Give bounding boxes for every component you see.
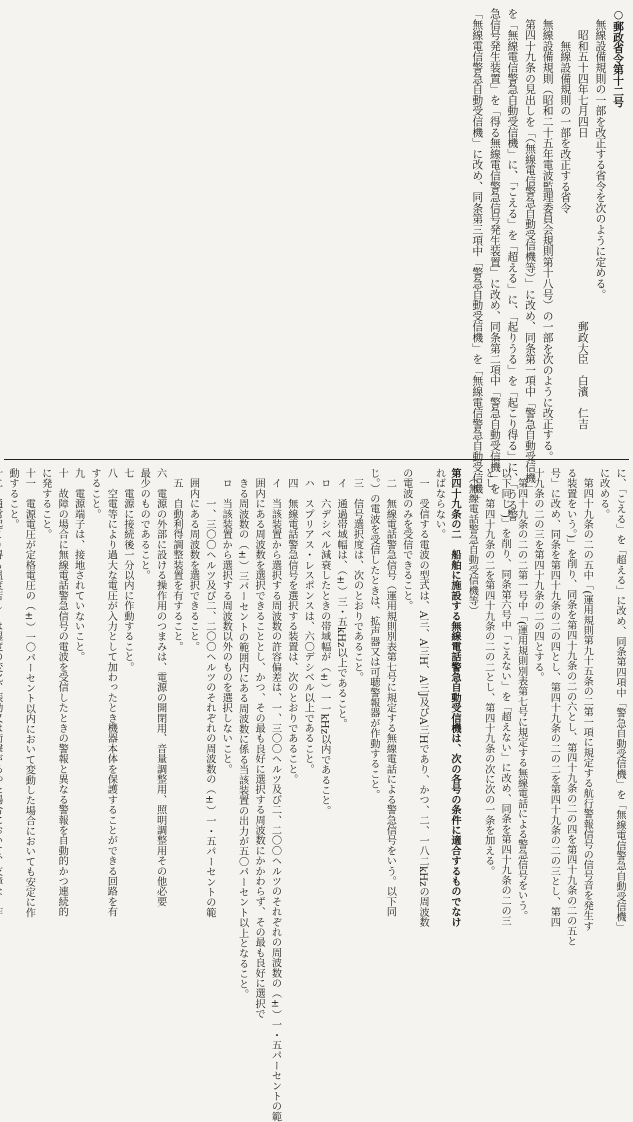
bottom-text-line: イ 当該装置から選択する周波数の許容偏差は、一、三〇〇ヘルツ及び二、二〇〇ヘルツのそれぞれの周波数の（±）一・五パーセントの範 [269, 468, 281, 1122]
bottom-text-line: 第四十九条の二の二第一号中「(運用規則別表第七号に規定する無線電話による警急信号をいう。 [515, 468, 527, 921]
bottom-text-line: 五 自動利得調整装置を有すること。 [171, 468, 183, 652]
bottom-text-line: すること。 [89, 468, 100, 519]
bottom-text-line: 囲内にある周波数を選択できること。 [187, 468, 199, 652]
bottom-text-line: 号」に改め、同条を第四十九条の二の四とし、第四十九条の二の二を第四十九条の二の三とし、第四 [548, 468, 560, 927]
bottom-text-line: 動すること。 [6, 468, 18, 530]
bottom-text-line: ればならない。 [433, 468, 445, 540]
bottom-text-line: 以下同じ。)」を削り、同条第六号中「こえない」を「超えない」に改め、同条を第四十九条の二の三 [499, 468, 511, 926]
bottom-text-line: （無線電話警急自動受信機等） [466, 468, 478, 616]
top-text-line: を「無線電信警急自動受信機」に、「こえる」を「超える」に、「起りうる」を「起こり得る」に、「うる警 [506, 8, 520, 521]
top-text-line: 昭和五十四年七月四日 郵政大臣 白濱 仁吉 [576, 8, 590, 430]
bottom-text-line: 囲内にある周波数を選択できることとし、かつ、その最も良好に選択する周波数にかかわらず、その最も良好に選択で [253, 468, 265, 1019]
bottom-text-line: ハ スプリアス・レスポンスは、六〇デシベル以上であること。 [302, 468, 314, 774]
bottom-text-line: に、「こえる」を「超える」に改め、同条第四項中「警急自動受信機」を「無線電信警急自動受信機」 [614, 468, 625, 933]
top-text-line: 無線設備規則の一部を改正する省令を次のように定める。 [594, 8, 608, 300]
bottom-text-line: 第四十九条の二の五中「(運用規則第九十五条の二第一項に規定する航行警報信号の信号音を発生す [581, 468, 593, 931]
bottom-text-line: 最少のものであること。 [138, 468, 150, 581]
bottom-text-line: 三 信号選択度は、次のとおりであること。 [351, 468, 363, 683]
bottom-text-line: 二 無線電話警急信号（運用規則別表第七号に規定する無線電話による警急信号をいう。以下同 [384, 468, 396, 917]
bottom-text-line: 十 故障の場合に無線電話警急信号の電波を受信したときの警報と異なる警報を自動的かつ連続的 [56, 468, 68, 917]
bottom-text-line: の電波のみを受信できること。 [400, 468, 412, 611]
top-text-line: 第四十九条の見出しを「（無線電信警急自動受信機等）」に改め、同条第一項中「警急自動受信機」 [524, 8, 538, 494]
top-text-line: ○郵政省令第十二号 [612, 8, 625, 108]
bottom-text-line: に改める。 [597, 468, 609, 519]
section-divider [4, 459, 629, 460]
bottom-text-line: イ 通過帯域幅は、（±）三・五kHz以上であること。 [335, 468, 347, 729]
bottom-text-line: 四 無線電話警急信号を選択する装置は、次のとおりであること。 [285, 468, 297, 785]
bottom-text-line: 九 電源端子は、接地されていないこと。 [72, 468, 84, 662]
bottom-text-line: 十九条の二の三を第四十九条の二の四とする。 [531, 468, 543, 683]
bottom-text-line: じ。）の電波を受信したときは、拡声器又は可聴警報器が作動すること。 [367, 468, 379, 800]
top-text-line: 無線設備規則の一部を改正する省令 [559, 8, 573, 214]
bottom-text-line: きる周波数の（±）三パーセントの範囲内にある周波数に係る当該装置の出力が五〇パーセント以上となること。 [236, 468, 248, 1000]
bottom-text-line: 八 空電等により過大な電圧が入力として加わったとき機器本体を保護することができる回路を有 [105, 468, 117, 917]
bottom-text-line: 一、三〇〇ヘルツ及び二、二〇〇ヘルツのそれぞれの周波数の（±）一・五パーセントの範 [203, 468, 215, 918]
bottom-text-line [0, 468, 4, 923]
top-text-line: 「無線電信警急自動受信機」に改め、同条第三項中「警急自動受信機」を「無線電信警急自動受信機」 [471, 8, 485, 505]
bottom-text-line: 一 受信する電波の型式は、A三、A三H、A三J及びA三Hであり、かつ、二、一八二kHzの周波数 [417, 468, 429, 928]
bottom-text-line: とし、第四十九条の二を第四十九条の二の二とし、第四十九条の次に次の一条を加える。 [482, 468, 494, 876]
bottom-text-line: 七 電源に接続後一分以内に作動すること。 [121, 468, 133, 672]
bottom-text-line: ロ 六デシベル減衰したときの帯域幅が（±）一一kHz以内であること。 [318, 468, 330, 816]
bottom-text-line: る装置をいう。)」を削り、同条を第四十九条の二の六とし、第四十九条の二の四を第四十九条の二の五と [564, 468, 576, 947]
top-text-line: 無線設備規則（昭和二十五年電波監理委員会規則第十八号）の一部を次のように改正する。 [541, 8, 555, 462]
bottom-text-line: 六 電源の外部に設ける操作用のつまみは、電源の開閉用、音量調整用、照明調整用その他必要 [154, 468, 166, 907]
bottom-text-line: 第四十九条の二 船舶に施設する無線電話警急自動受信機は、次の各号の条件に適合するものでなけ [448, 468, 461, 927]
ordinance-articles-section [6, 468, 627, 1122]
bottom-text-line: ロ 当該装置から選択する周波数以外のものを選択しないこと。 [220, 468, 232, 774]
bottom-text-line: 十一 電源電圧が定格電圧の（±）一〇パーセント以内において変動した場合においても安定に作 [23, 468, 35, 918]
bottom-text-line: に発すること。 [39, 468, 51, 540]
top-text-line: 急信号発生装置」を「得る無線電信警急信号発生装置」に改め、同条第二項中「警急自動受信機」を [488, 8, 502, 494]
